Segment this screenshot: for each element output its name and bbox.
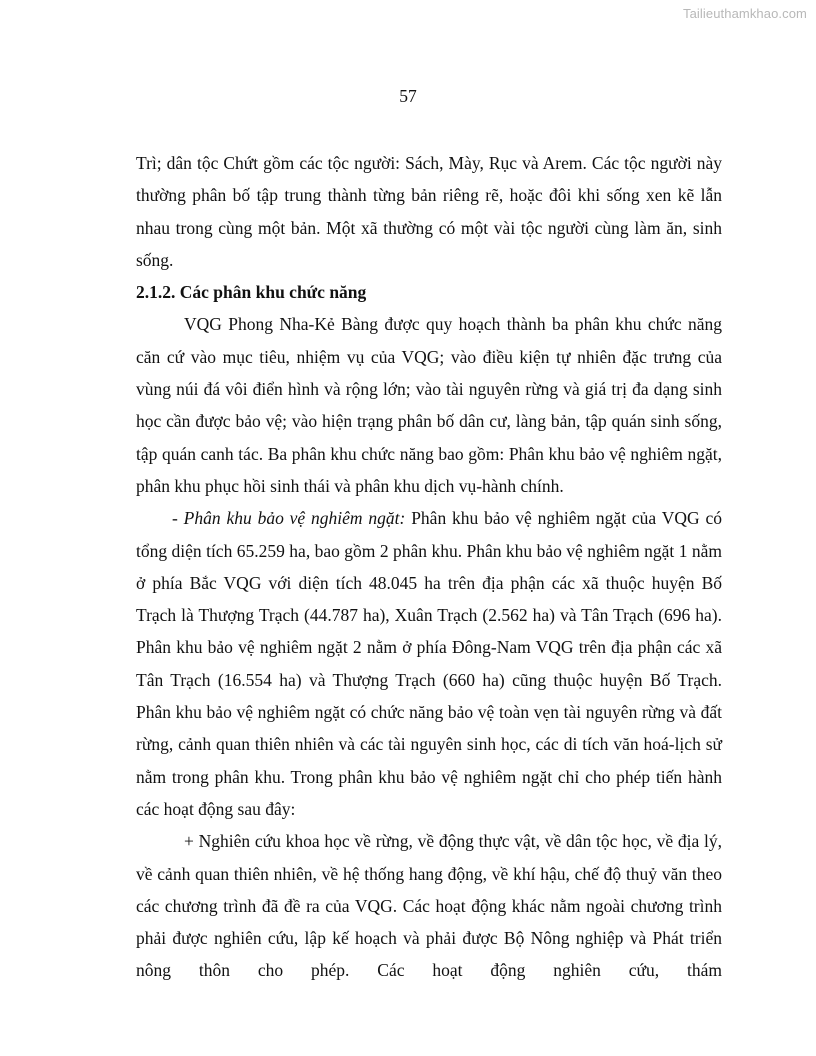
- section-heading: 2.1.2. Các phân khu chức năng: [136, 282, 367, 303]
- paragraph-ethnic-groups: Trì; dân tộc Chứt gồm các tộc người: Sách, Mày, Rục và Arem. Các tộc người này thường phân bố tập trung thành từng bản riêng rẽ, hoặc đôi khi sống xen kẽ lẫn nhau trong cùng một bản. Một xã thường có một vài tộc người cùng làm ăn, sinh sống.: [136, 153, 722, 270]
- zone-description: Phân khu bảo vệ nghiêm ngặt của VQG có tổng diện tích 65.259 ha, bao gồm 2 phân khu. Phân khu bảo vệ nghiêm ngặt 1 nằm ở phía Bắc VQG với diện tích 48.045 ha trên địa phận các xã thuộc huyện Bố Trạch là Thượng Trạch (44.787 ha), Xuân Trạch (2.562 ha) và Tân Trạch (696 ha). Phân khu bảo vệ nghiêm ngặt 2 nằm ở phía Đông-Nam VQG trên địa phận các xã Tân Trạch (16.554 ha) và Thượng Trạch (660 ha) cũng thuộc huyện Bố Trạch. Phân khu bảo vệ nghiêm ngặt có chức năng bảo vệ toàn vẹn tài nguyên rừng và đất rừng, cảnh quan thiên nhiên và các tài nguyên sinh học, các di tích văn hoá-lịch sử nằm trong phân khu. Trong phân khu bảo vệ nghiêm ngặt chỉ cho phép tiến hành các hoạt động sau đây:: [136, 508, 722, 819]
- watermark: Tailieuthamkhao.com: [682, 6, 807, 21]
- document-body: [136, 147, 722, 987]
- paragraph-strict-protection-zone: [136, 502, 722, 825]
- zone-label: - Phân khu bảo vệ nghiêm ngặt:: [172, 508, 406, 529]
- page-number: 57: [399, 86, 417, 106]
- paragraph-functional-zones: VQG Phong Nha-Kẻ Bàng được quy hoạch thành ba phân khu chức năng căn cứ vào mục tiêu, nhiệm vụ của VQG; vào điều kiện tự nhiên đặc trưng của vùng núi đá vôi điển hình và rộng lớn; vào tài nguyên rừng và giá trị đa dạng sinh học cần được bảo vệ; vào hiện trạng phân bố dân cư, làng bản, tập quán sinh sống, tập quán canh tác. Ba phân khu chức năng bao gồm: Phân khu bảo vệ nghiêm ngặt, phân khu phục hồi sinh thái và phân khu dịch vụ-hành chính.: [136, 314, 722, 496]
- paragraph-research-activities: + Nghiên cứu khoa học về rừng, về động thực vật, về dân tộc học, về địa lý, về cảnh quan thiên nhiên, về hệ thống hang động, về khí hậu, chế độ thuỷ văn theo các chương trình đã đề ra của VQG. Các hoạt động khác nằm ngoài chương trình phải được nghiên cứu, lập kế hoạch và phải được Bộ Nông nghiệp và Phát triển nông thôn cho phép. Các hoạt động nghiên cứu, thám: [136, 831, 722, 981]
